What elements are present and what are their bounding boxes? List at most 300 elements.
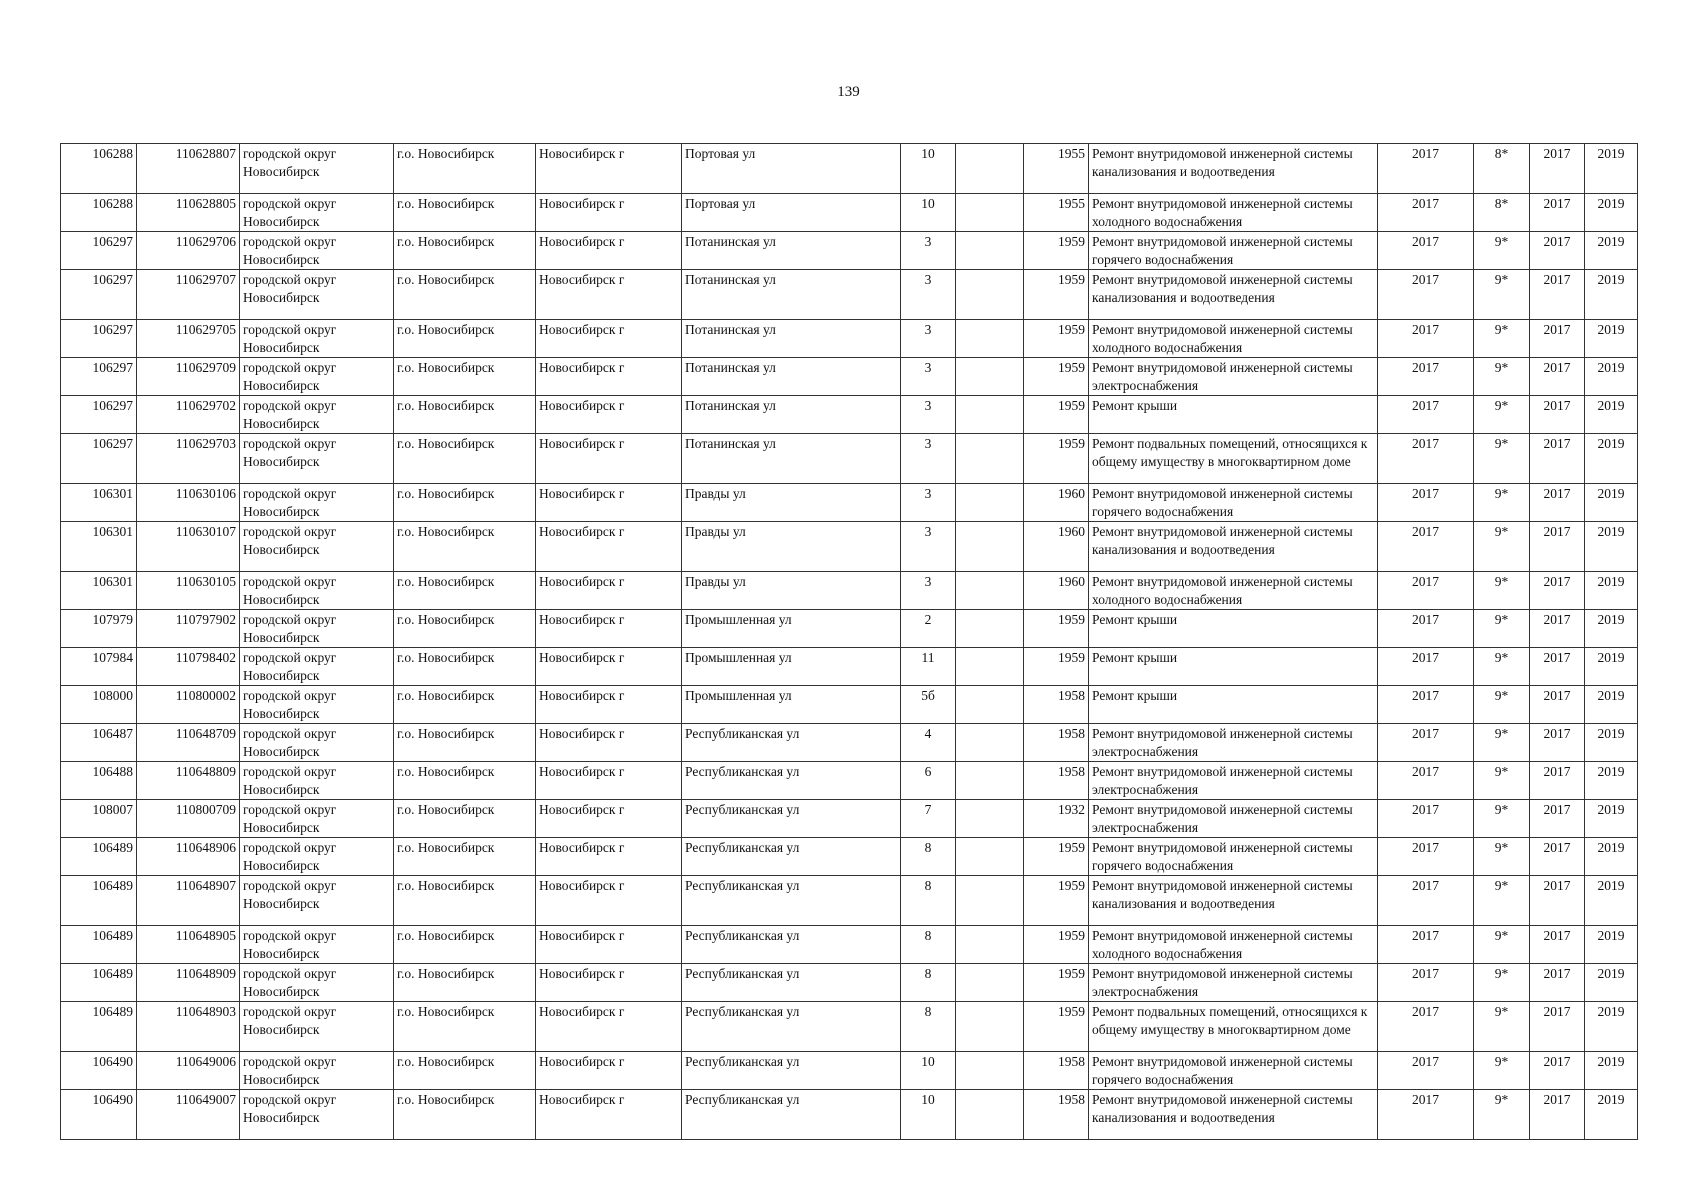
cell-plan-year: 2017 bbox=[1378, 396, 1474, 434]
cell-priority: 9* bbox=[1474, 434, 1530, 484]
cell-city: Новосибирск г bbox=[536, 838, 682, 876]
cell-end-year: 2019 bbox=[1585, 572, 1638, 610]
cell-object-id: 110800002 bbox=[137, 686, 240, 724]
cell-year-built: 1959 bbox=[1024, 1002, 1089, 1052]
cell-year-built: 1955 bbox=[1024, 144, 1089, 194]
table-row bbox=[61, 926, 1638, 964]
cell-street: Республиканская ул bbox=[682, 876, 901, 926]
cell-municipality: городской округ Новосибирск bbox=[240, 610, 394, 648]
table-row bbox=[61, 964, 1638, 1002]
cell-house-number: 8 bbox=[901, 876, 956, 926]
cell-priority: 9* bbox=[1474, 648, 1530, 686]
cell-year-built: 1959 bbox=[1024, 232, 1089, 270]
cell-house-id: 106490 bbox=[61, 1090, 137, 1140]
cell-city: Новосибирск г bbox=[536, 1052, 682, 1090]
cell-year-built: 1959 bbox=[1024, 358, 1089, 396]
cell-start-year: 2017 bbox=[1530, 610, 1585, 648]
cell-building bbox=[956, 232, 1024, 270]
cell-object-id: 110629709 bbox=[137, 358, 240, 396]
cell-year-built: 1959 bbox=[1024, 926, 1089, 964]
cell-building bbox=[956, 838, 1024, 876]
cell-house-number: 3 bbox=[901, 320, 956, 358]
cell-plan-year: 2017 bbox=[1378, 762, 1474, 800]
cell-municipality: городской округ Новосибирск bbox=[240, 762, 394, 800]
cell-building bbox=[956, 800, 1024, 838]
cell-house-id: 106488 bbox=[61, 762, 137, 800]
cell-building bbox=[956, 1090, 1024, 1140]
cell-priority: 9* bbox=[1474, 724, 1530, 762]
cell-start-year: 2017 bbox=[1530, 1002, 1585, 1052]
table-row bbox=[61, 522, 1638, 572]
cell-building bbox=[956, 964, 1024, 1002]
cell-end-year: 2019 bbox=[1585, 144, 1638, 194]
cell-building bbox=[956, 396, 1024, 434]
cell-municipality: городской округ Новосибирск bbox=[240, 648, 394, 686]
cell-work-type: Ремонт внутридомовой инженерной системы канализования и водоотведения bbox=[1089, 522, 1378, 572]
cell-start-year: 2017 bbox=[1530, 572, 1585, 610]
cell-house-number: 7 bbox=[901, 800, 956, 838]
cell-year-built: 1959 bbox=[1024, 610, 1089, 648]
cell-building bbox=[956, 926, 1024, 964]
cell-street: Потанинская ул bbox=[682, 270, 901, 320]
cell-settlement: г.о. Новосибирск bbox=[394, 144, 536, 194]
cell-start-year: 2017 bbox=[1530, 194, 1585, 232]
cell-street: Правды ул bbox=[682, 572, 901, 610]
cell-end-year: 2019 bbox=[1585, 434, 1638, 484]
cell-building bbox=[956, 724, 1024, 762]
cell-work-type: Ремонт внутридомовой инженерной системы электроснабжения bbox=[1089, 762, 1378, 800]
cell-house-id: 108007 bbox=[61, 800, 137, 838]
cell-year-built: 1959 bbox=[1024, 434, 1089, 484]
cell-house-number: 11 bbox=[901, 648, 956, 686]
cell-house-id: 106297 bbox=[61, 270, 137, 320]
cell-settlement: г.о. Новосибирск bbox=[394, 1052, 536, 1090]
cell-street: Потанинская ул bbox=[682, 320, 901, 358]
cell-street: Республиканская ул bbox=[682, 1002, 901, 1052]
cell-plan-year: 2017 bbox=[1378, 144, 1474, 194]
cell-house-number: 3 bbox=[901, 572, 956, 610]
cell-work-type: Ремонт внутридомовой инженерной системы электроснабжения bbox=[1089, 724, 1378, 762]
cell-city: Новосибирск г bbox=[536, 876, 682, 926]
capital-repair-table bbox=[60, 143, 1638, 1140]
cell-end-year: 2019 bbox=[1585, 270, 1638, 320]
cell-building bbox=[956, 762, 1024, 800]
cell-end-year: 2019 bbox=[1585, 926, 1638, 964]
cell-end-year: 2019 bbox=[1585, 358, 1638, 396]
cell-plan-year: 2017 bbox=[1378, 434, 1474, 484]
cell-year-built: 1959 bbox=[1024, 964, 1089, 1002]
cell-house-number: 10 bbox=[901, 194, 956, 232]
cell-street: Правды ул bbox=[682, 484, 901, 522]
cell-house-id: 108000 bbox=[61, 686, 137, 724]
cell-house-id: 106297 bbox=[61, 232, 137, 270]
cell-priority: 9* bbox=[1474, 926, 1530, 964]
cell-street: Промышленная ул bbox=[682, 686, 901, 724]
cell-house-number: 10 bbox=[901, 1052, 956, 1090]
cell-priority: 9* bbox=[1474, 396, 1530, 434]
cell-work-type: Ремонт внутридомовой инженерной системы электроснабжения bbox=[1089, 964, 1378, 1002]
cell-municipality: городской округ Новосибирск bbox=[240, 800, 394, 838]
table-row bbox=[61, 800, 1638, 838]
table-row bbox=[61, 838, 1638, 876]
cell-year-built: 1959 bbox=[1024, 838, 1089, 876]
cell-municipality: городской округ Новосибирск bbox=[240, 232, 394, 270]
cell-street: Республиканская ул bbox=[682, 964, 901, 1002]
cell-house-id: 106297 bbox=[61, 320, 137, 358]
cell-municipality: городской округ Новосибирск bbox=[240, 1002, 394, 1052]
cell-municipality: городской округ Новосибирск bbox=[240, 144, 394, 194]
cell-end-year: 2019 bbox=[1585, 610, 1638, 648]
cell-priority: 9* bbox=[1474, 232, 1530, 270]
cell-work-type: Ремонт внутридомовой инженерной системы горячего водоснабжения bbox=[1089, 484, 1378, 522]
cell-year-built: 1959 bbox=[1024, 396, 1089, 434]
cell-settlement: г.о. Новосибирск bbox=[394, 270, 536, 320]
table-row bbox=[61, 358, 1638, 396]
cell-year-built: 1958 bbox=[1024, 762, 1089, 800]
cell-plan-year: 2017 bbox=[1378, 610, 1474, 648]
cell-building bbox=[956, 610, 1024, 648]
cell-object-id: 110628807 bbox=[137, 144, 240, 194]
cell-house-id: 106288 bbox=[61, 194, 137, 232]
cell-house-number: 3 bbox=[901, 522, 956, 572]
cell-municipality: городской округ Новосибирск bbox=[240, 1052, 394, 1090]
cell-object-id: 110629702 bbox=[137, 396, 240, 434]
cell-work-type: Ремонт крыши bbox=[1089, 648, 1378, 686]
table-row bbox=[61, 194, 1638, 232]
cell-work-type: Ремонт внутридомовой инженерной системы горячего водоснабжения bbox=[1089, 1052, 1378, 1090]
cell-house-id: 106490 bbox=[61, 1052, 137, 1090]
cell-house-id: 106489 bbox=[61, 964, 137, 1002]
table-row bbox=[61, 1002, 1638, 1052]
cell-year-built: 1960 bbox=[1024, 522, 1089, 572]
cell-municipality: городской округ Новосибирск bbox=[240, 434, 394, 484]
cell-settlement: г.о. Новосибирск bbox=[394, 686, 536, 724]
cell-object-id: 110629706 bbox=[137, 232, 240, 270]
cell-municipality: городской округ Новосибирск bbox=[240, 926, 394, 964]
cell-end-year: 2019 bbox=[1585, 762, 1638, 800]
cell-city: Новосибирск г bbox=[536, 610, 682, 648]
cell-plan-year: 2017 bbox=[1378, 572, 1474, 610]
cell-municipality: городской округ Новосибирск bbox=[240, 396, 394, 434]
table-row bbox=[61, 724, 1638, 762]
cell-end-year: 2019 bbox=[1585, 484, 1638, 522]
cell-settlement: г.о. Новосибирск bbox=[394, 434, 536, 484]
cell-house-number: 4 bbox=[901, 724, 956, 762]
cell-building bbox=[956, 1002, 1024, 1052]
cell-building bbox=[956, 270, 1024, 320]
table-row bbox=[61, 434, 1638, 484]
table-row bbox=[61, 484, 1638, 522]
cell-settlement: г.о. Новосибирск bbox=[394, 194, 536, 232]
cell-priority: 9* bbox=[1474, 1090, 1530, 1140]
cell-house-number: 3 bbox=[901, 434, 956, 484]
cell-year-built: 1959 bbox=[1024, 270, 1089, 320]
cell-house-id: 106297 bbox=[61, 434, 137, 484]
cell-municipality: городской округ Новосибирск bbox=[240, 964, 394, 1002]
cell-city: Новосибирск г bbox=[536, 396, 682, 434]
cell-street: Портовая ул bbox=[682, 144, 901, 194]
cell-priority: 9* bbox=[1474, 358, 1530, 396]
cell-end-year: 2019 bbox=[1585, 800, 1638, 838]
cell-house-number: 10 bbox=[901, 1090, 956, 1140]
cell-city: Новосибирск г bbox=[536, 358, 682, 396]
cell-house-id: 106297 bbox=[61, 396, 137, 434]
cell-street: Республиканская ул bbox=[682, 1052, 901, 1090]
cell-end-year: 2019 bbox=[1585, 964, 1638, 1002]
cell-settlement: г.о. Новосибирск bbox=[394, 838, 536, 876]
cell-plan-year: 2017 bbox=[1378, 484, 1474, 522]
cell-year-built: 1959 bbox=[1024, 320, 1089, 358]
cell-start-year: 2017 bbox=[1530, 686, 1585, 724]
cell-priority: 9* bbox=[1474, 838, 1530, 876]
cell-start-year: 2017 bbox=[1530, 838, 1585, 876]
cell-settlement: г.о. Новосибирск bbox=[394, 800, 536, 838]
cell-start-year: 2017 bbox=[1530, 396, 1585, 434]
cell-city: Новосибирск г bbox=[536, 232, 682, 270]
cell-street: Республиканская ул bbox=[682, 800, 901, 838]
cell-work-type: Ремонт внутридомовой инженерной системы канализования и водоотведения bbox=[1089, 270, 1378, 320]
cell-plan-year: 2017 bbox=[1378, 648, 1474, 686]
table-row bbox=[61, 396, 1638, 434]
cell-street: Потанинская ул bbox=[682, 232, 901, 270]
cell-street: Промышленная ул bbox=[682, 610, 901, 648]
cell-object-id: 110648907 bbox=[137, 876, 240, 926]
cell-house-number: 3 bbox=[901, 396, 956, 434]
cell-municipality: городской округ Новосибирск bbox=[240, 484, 394, 522]
cell-start-year: 2017 bbox=[1530, 724, 1585, 762]
cell-object-id: 110648809 bbox=[137, 762, 240, 800]
cell-object-id: 110648905 bbox=[137, 926, 240, 964]
cell-work-type: Ремонт внутридомовой инженерной системы холодного водоснабжения bbox=[1089, 572, 1378, 610]
cell-street: Потанинская ул bbox=[682, 434, 901, 484]
cell-start-year: 2017 bbox=[1530, 232, 1585, 270]
cell-priority: 9* bbox=[1474, 270, 1530, 320]
cell-object-id: 110797902 bbox=[137, 610, 240, 648]
cell-object-id: 110798402 bbox=[137, 648, 240, 686]
cell-building bbox=[956, 572, 1024, 610]
cell-building bbox=[956, 484, 1024, 522]
cell-plan-year: 2017 bbox=[1378, 876, 1474, 926]
cell-work-type: Ремонт внутридомовой инженерной системы электроснабжения bbox=[1089, 358, 1378, 396]
table-row bbox=[61, 270, 1638, 320]
cell-plan-year: 2017 bbox=[1378, 838, 1474, 876]
cell-priority: 9* bbox=[1474, 484, 1530, 522]
cell-end-year: 2019 bbox=[1585, 320, 1638, 358]
cell-house-id: 106288 bbox=[61, 144, 137, 194]
cell-city: Новосибирск г bbox=[536, 648, 682, 686]
cell-house-number: 8 bbox=[901, 926, 956, 964]
cell-house-number: 2 bbox=[901, 610, 956, 648]
cell-plan-year: 2017 bbox=[1378, 270, 1474, 320]
table-row bbox=[61, 876, 1638, 926]
cell-work-type: Ремонт внутридомовой инженерной системы электроснабжения bbox=[1089, 800, 1378, 838]
cell-settlement: г.о. Новосибирск bbox=[394, 484, 536, 522]
cell-municipality: городской округ Новосибирск bbox=[240, 876, 394, 926]
cell-work-type: Ремонт внутридомовой инженерной системы канализования и водоотведения bbox=[1089, 1090, 1378, 1140]
cell-plan-year: 2017 bbox=[1378, 1052, 1474, 1090]
cell-city: Новосибирск г bbox=[536, 144, 682, 194]
cell-work-type: Ремонт подвальных помещений, относящихся к общему имуществу в многоквартирном доме bbox=[1089, 1002, 1378, 1052]
cell-priority: 9* bbox=[1474, 522, 1530, 572]
cell-work-type: Ремонт крыши bbox=[1089, 610, 1378, 648]
cell-building bbox=[956, 434, 1024, 484]
cell-year-built: 1960 bbox=[1024, 484, 1089, 522]
cell-city: Новосибирск г bbox=[536, 434, 682, 484]
cell-house-number: 3 bbox=[901, 232, 956, 270]
cell-street: Портовая ул bbox=[682, 194, 901, 232]
cell-plan-year: 2017 bbox=[1378, 522, 1474, 572]
cell-start-year: 2017 bbox=[1530, 762, 1585, 800]
cell-plan-year: 2017 bbox=[1378, 964, 1474, 1002]
cell-street: Республиканская ул bbox=[682, 762, 901, 800]
cell-object-id: 110630106 bbox=[137, 484, 240, 522]
cell-settlement: г.о. Новосибирск bbox=[394, 1090, 536, 1140]
cell-city: Новосибирск г bbox=[536, 484, 682, 522]
cell-building bbox=[956, 320, 1024, 358]
cell-object-id: 110629707 bbox=[137, 270, 240, 320]
cell-city: Новосибирск г bbox=[536, 762, 682, 800]
cell-city: Новосибирск г bbox=[536, 320, 682, 358]
cell-end-year: 2019 bbox=[1585, 876, 1638, 926]
cell-house-number: 8 bbox=[901, 1002, 956, 1052]
cell-object-id: 110648903 bbox=[137, 1002, 240, 1052]
cell-city: Новосибирск г bbox=[536, 572, 682, 610]
cell-house-id: 107984 bbox=[61, 648, 137, 686]
cell-plan-year: 2017 bbox=[1378, 686, 1474, 724]
cell-house-id: 106489 bbox=[61, 926, 137, 964]
cell-settlement: г.о. Новосибирск bbox=[394, 648, 536, 686]
cell-plan-year: 2017 bbox=[1378, 724, 1474, 762]
cell-object-id: 110630105 bbox=[137, 572, 240, 610]
cell-start-year: 2017 bbox=[1530, 648, 1585, 686]
cell-municipality: городской округ Новосибирск bbox=[240, 724, 394, 762]
cell-plan-year: 2017 bbox=[1378, 320, 1474, 358]
cell-building bbox=[956, 876, 1024, 926]
cell-city: Новосибирск г bbox=[536, 194, 682, 232]
cell-priority: 9* bbox=[1474, 320, 1530, 358]
cell-municipality: городской округ Новосибирск bbox=[240, 522, 394, 572]
cell-start-year: 2017 bbox=[1530, 964, 1585, 1002]
table-row bbox=[61, 686, 1638, 724]
table-row bbox=[61, 648, 1638, 686]
cell-settlement: г.о. Новосибирск bbox=[394, 320, 536, 358]
cell-city: Новосибирск г bbox=[536, 800, 682, 838]
cell-object-id: 110648906 bbox=[137, 838, 240, 876]
cell-settlement: г.о. Новосибирск bbox=[394, 964, 536, 1002]
cell-year-built: 1959 bbox=[1024, 648, 1089, 686]
cell-house-number: 3 bbox=[901, 484, 956, 522]
cell-work-type: Ремонт крыши bbox=[1089, 686, 1378, 724]
cell-building bbox=[956, 1052, 1024, 1090]
cell-settlement: г.о. Новосибирск bbox=[394, 396, 536, 434]
cell-end-year: 2019 bbox=[1585, 724, 1638, 762]
cell-street: Потанинская ул bbox=[682, 358, 901, 396]
cell-work-type: Ремонт внутридомовой инженерной системы холодного водоснабжения bbox=[1089, 194, 1378, 232]
table-row bbox=[61, 1052, 1638, 1090]
cell-plan-year: 2017 bbox=[1378, 232, 1474, 270]
table-row bbox=[61, 144, 1638, 194]
cell-city: Новосибирск г bbox=[536, 1002, 682, 1052]
table-row bbox=[61, 572, 1638, 610]
cell-municipality: городской округ Новосибирск bbox=[240, 1090, 394, 1140]
table-row bbox=[61, 232, 1638, 270]
cell-year-built: 1955 bbox=[1024, 194, 1089, 232]
cell-plan-year: 2017 bbox=[1378, 800, 1474, 838]
cell-work-type: Ремонт внутридомовой инженерной системы горячего водоснабжения bbox=[1089, 232, 1378, 270]
cell-work-type: Ремонт внутридомовой инженерной системы канализования и водоотведения bbox=[1089, 876, 1378, 926]
cell-building bbox=[956, 648, 1024, 686]
cell-start-year: 2017 bbox=[1530, 522, 1585, 572]
cell-object-id: 110649007 bbox=[137, 1090, 240, 1140]
cell-object-id: 110628805 bbox=[137, 194, 240, 232]
cell-building bbox=[956, 522, 1024, 572]
cell-year-built: 1959 bbox=[1024, 876, 1089, 926]
cell-year-built: 1958 bbox=[1024, 686, 1089, 724]
cell-plan-year: 2017 bbox=[1378, 1090, 1474, 1140]
cell-end-year: 2019 bbox=[1585, 396, 1638, 434]
cell-plan-year: 2017 bbox=[1378, 358, 1474, 396]
cell-year-built: 1932 bbox=[1024, 800, 1089, 838]
table-row bbox=[61, 320, 1638, 358]
cell-house-number: 8 bbox=[901, 838, 956, 876]
cell-priority: 9* bbox=[1474, 1002, 1530, 1052]
cell-end-year: 2019 bbox=[1585, 522, 1638, 572]
cell-work-type: Ремонт внутридомовой инженерной системы горячего водоснабжения bbox=[1089, 838, 1378, 876]
cell-house-id: 106489 bbox=[61, 876, 137, 926]
cell-house-id: 106489 bbox=[61, 838, 137, 876]
cell-settlement: г.о. Новосибирск bbox=[394, 876, 536, 926]
cell-house-number: 6 bbox=[901, 762, 956, 800]
cell-start-year: 2017 bbox=[1530, 358, 1585, 396]
page-number: 139 bbox=[837, 84, 860, 100]
cell-street: Республиканская ул bbox=[682, 724, 901, 762]
cell-settlement: г.о. Новосибирск bbox=[394, 572, 536, 610]
cell-start-year: 2017 bbox=[1530, 144, 1585, 194]
cell-house-id: 106301 bbox=[61, 522, 137, 572]
cell-start-year: 2017 bbox=[1530, 434, 1585, 484]
cell-object-id: 110648709 bbox=[137, 724, 240, 762]
cell-end-year: 2019 bbox=[1585, 232, 1638, 270]
cell-work-type: Ремонт крыши bbox=[1089, 396, 1378, 434]
cell-settlement: г.о. Новосибирск bbox=[394, 232, 536, 270]
cell-plan-year: 2017 bbox=[1378, 194, 1474, 232]
cell-plan-year: 2017 bbox=[1378, 926, 1474, 964]
cell-start-year: 2017 bbox=[1530, 270, 1585, 320]
cell-end-year: 2019 bbox=[1585, 686, 1638, 724]
cell-year-built: 1958 bbox=[1024, 1052, 1089, 1090]
cell-municipality: городской округ Новосибирск bbox=[240, 320, 394, 358]
cell-city: Новосибирск г bbox=[536, 522, 682, 572]
cell-street: Потанинская ул bbox=[682, 396, 901, 434]
cell-end-year: 2019 bbox=[1585, 194, 1638, 232]
cell-priority: 9* bbox=[1474, 762, 1530, 800]
cell-priority: 9* bbox=[1474, 686, 1530, 724]
cell-house-id: 107979 bbox=[61, 610, 137, 648]
cell-object-id: 110800709 bbox=[137, 800, 240, 838]
cell-work-type: Ремонт внутридомовой инженерной системы канализования и водоотведения bbox=[1089, 144, 1378, 194]
cell-house-id: 106489 bbox=[61, 1002, 137, 1052]
cell-object-id: 110630107 bbox=[137, 522, 240, 572]
cell-priority: 9* bbox=[1474, 876, 1530, 926]
cell-priority: 9* bbox=[1474, 964, 1530, 1002]
cell-house-id: 106297 bbox=[61, 358, 137, 396]
cell-city: Новосибирск г bbox=[536, 964, 682, 1002]
cell-end-year: 2019 bbox=[1585, 1052, 1638, 1090]
cell-year-built: 1958 bbox=[1024, 724, 1089, 762]
cell-year-built: 1958 bbox=[1024, 1090, 1089, 1140]
cell-building bbox=[956, 144, 1024, 194]
cell-building bbox=[956, 686, 1024, 724]
